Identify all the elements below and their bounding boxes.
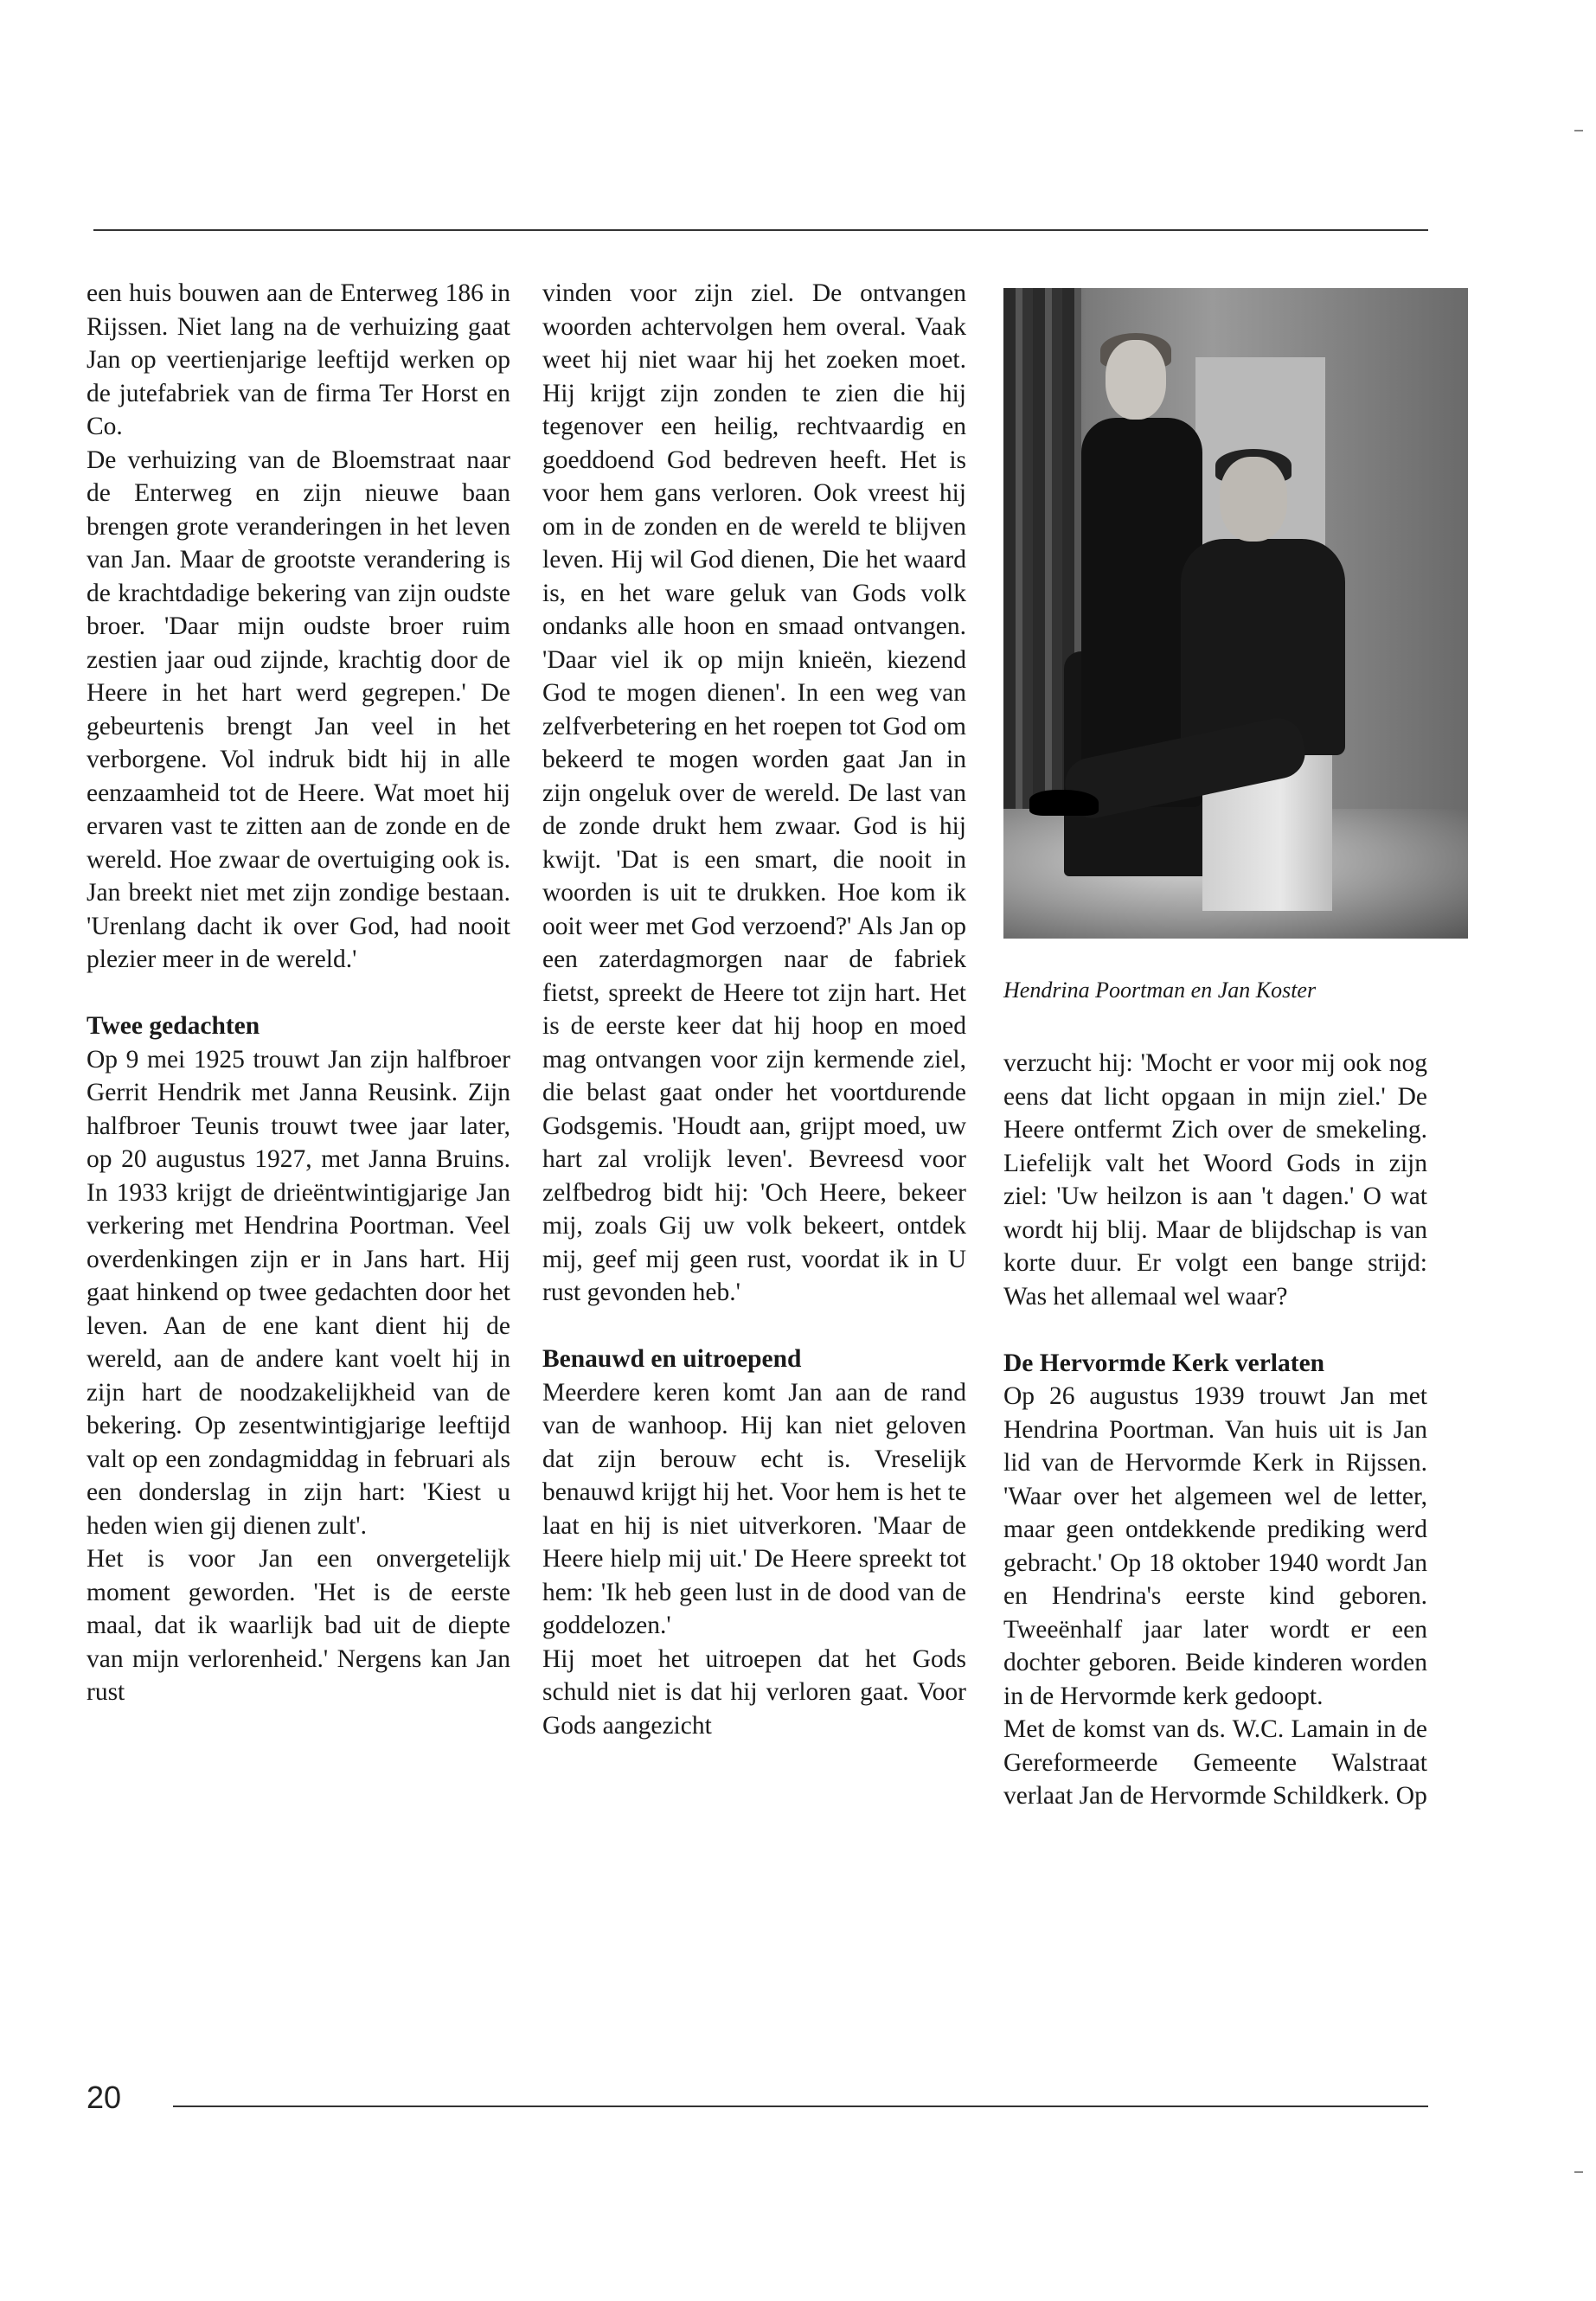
section-heading: Twee gedachten [87, 1012, 260, 1040]
paragraph: een huis bouwen aan de Enterweg 186 in Rijssen. Niet lang na de verhuizing gaat Jan op veertienjarige leeftijd werken op de jutefabriek van de firma Ter Horst en Co. [87, 279, 510, 440]
text-column-2 [542, 277, 966, 1742]
section-heading: De Hervormde Kerk verlaten [1003, 1349, 1325, 1377]
couple-photo [1003, 288, 1468, 939]
paragraph: Met de komst van ds. W.C. Lamain in de Gereformeerde Gemeente Walstraat verlaat Jan de Hervormde Schildkerk. Op [1003, 1715, 1427, 1810]
section-heading: Benauwd en uitroepend [542, 1345, 802, 1373]
paragraph: vinden voor zijn ziel. De ontvangen woorden achtervolgen hem overal. Vaak weet hij niet waar hij het zoeken moet. Hij krijgt zijn zonden te zien die hij tegenover een heilig, rechtvaardig en goeddoend God bedreven heeft. Het is voor hem gans verloren. Ook vreest hij om in de zonden en de wereld te blijven leven. Hij wil God dienen, Die het waard is, en het ware geluk van Gods volk ondanks alle hoon en smaad ontvangen. 'Daar viel ik op mijn knieën, kiezend God te mogen dienen'. In een weg van zelfverbetering en het roepen tot God om bekeerd te mogen worden gaat Jan in zijn ongeluk over de wereld. De last van de zonde drukt hem zwaar. God is hij kwijt. 'Dat is een smart, die nooit in woorden is uit te drukken. Hoe kom ik ooit weer met God verzoend?' Als Jan op een zaterdagmorgen naar de fabriek fietst, spreekt de Heere tot zijn hart. Het is de eerste keer dat hij hoop en moed mag ontvangen voor zijn kermende ziel, die belast gaat onder het voortdurende Godsgemis. 'Houdt aan, grijpt moed, uw hart zal vrolijk leven'. Bevreesd voor zelfbedrog bidt hij: 'Och Heere, bekeer mij, zoals Gij uw volk bekeert, ontdek mij, geef mij geen rust, voordat ik in U rust gevonden heb.' [542, 279, 966, 1306]
paragraph: Op 9 mei 1925 trouwt Jan zijn halfbroer Gerrit Hendrik met Janna Reusink. Zijn halfbroer Teunis trouwt twee jaar later, op 20 augustus 1927, met Janna Bruins. In 1933 krijgt de drieëntwintigjarige Jan verkering met Hendrina Poortman. Veel overdenkingen zijn er in Jans hart. Hij gaat hinkend op twee gedachten door het leven. Aan de ene kant dient hij de wereld, aan de andere kant voelt hij in zijn hart de noodzakelijkheid van de bekering. Op zesentwintigjarige leeftijd valt op een zondagmiddag in februari als een donderslag in zijn hart: 'Kiest u heden wien gij dienen zult'. [87, 1045, 510, 1540]
paragraph: Het is voor Jan een onvergetelijk moment geworden. 'Het is de eerste maal, dat ik waarlijk bad uit de diepte van mijn verlorenheid.' Nergens kan Jan rust [87, 1545, 510, 1706]
header-rule [93, 229, 1428, 231]
page-number: 20 [87, 2080, 122, 2115]
photo-caption: Hendrina Poortman en Jan Koster [1003, 977, 1317, 1003]
footer-rule [173, 2106, 1428, 2107]
paragraph: verzucht hij: 'Mocht er voor mij ook nog eens dat licht opgaan in mijn ziel.' De Heere ontfermt Zich over de smekeling. Liefelijk valt het Woord Gods in zijn ziel: 'Uw heilzon is aan 't dagen.' O wat wordt hij blij. Maar de blijdschap is van korte duur. Er volgt een bange strijd: Was het allemaal wel waar? [1003, 1049, 1427, 1311]
paragraph: Hij moet het uitroepen dat het Gods schuld niet is dat hij verloren gaat. Voor Gods aangezicht [542, 1644, 966, 1740]
paragraph: Meerdere keren komt Jan aan de rand van de wanhoop. Hij kan niet geloven dat zijn berouw echt is. Vreselijk benauwd krijgt hij het. Voor hem is het te laat en hij is niet uitverkoren. 'Maar de Heere hielp mij uit.' De Heere spreekt tot hem: 'Ik heb geen lust in de dood van de goddelozen.' [542, 1378, 966, 1639]
paragraph: Op 26 augustus 1939 trouwt Jan met Hendrina Poortman. Van huis uit is Jan lid van de Hervormde Kerk in Rijssen. 'Waar over het algemeen wel de letter, maar geen ontdekkende prediking werd gebracht.' Op 18 oktober 1940 wordt Jan en Hendrina's eerste kind geboren. Tweeënhalf jaar later wordt er een dochter geboren. Beide kinderen worden in de Hervormde kerk gedoopt. [1003, 1382, 1427, 1710]
text-column-1 [87, 277, 510, 1709]
crop-mark-top-right [1574, 130, 1583, 131]
crop-mark-bottom-right [1574, 2171, 1583, 2173]
paragraph: De verhuizing van de Bloemstraat naar de Enterweg en zijn nieuwe baan brengen grote veranderingen in het leven van Jan. Maar de grootste verandering is de krachtdadige bekering van zijn oudste broer. 'Daar mijn oudste broer ruim zestien jaar oud zijnde, krachtig door de Heere in het hart werd gegrepen.' De gebeurtenis brengt Jan veel in het verborgene. Vol indruk bidt hij in alle eenzaamheid tot de Heere. Wat moet hij ervaren vast te zitten aan de zonde en de wereld. Hoe zwaar de overtuiging ook is. Jan breekt niet met zijn zondige bestaan. 'Urenlang dacht ik over God, had nooit plezier meer in de wereld.' [87, 445, 510, 973]
text-column-3 [1003, 1047, 1427, 1813]
